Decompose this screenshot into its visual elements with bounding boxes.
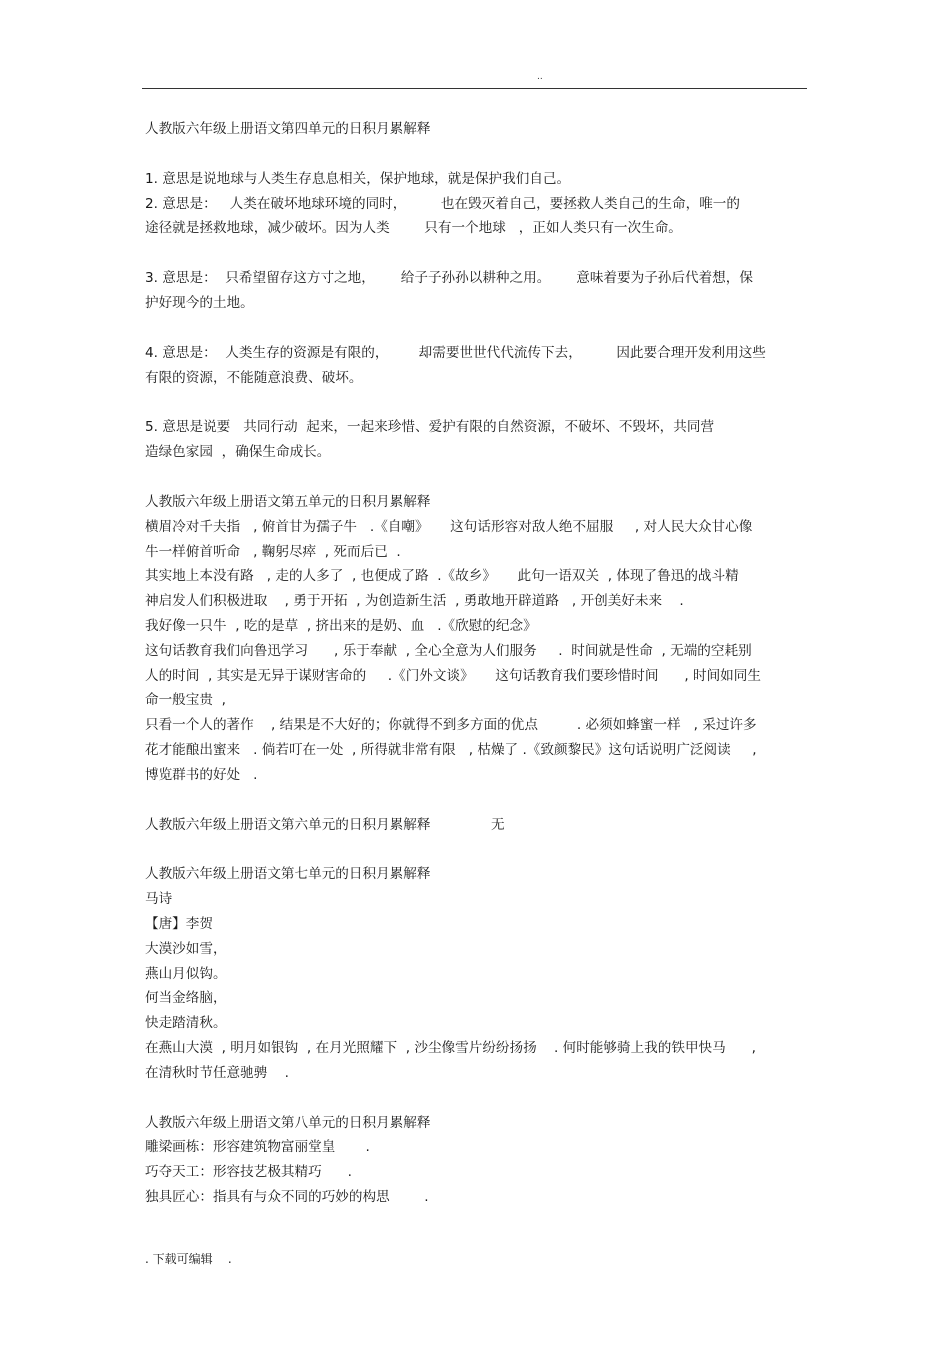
text-section (145, 117, 815, 142)
text-line: 命一般宝贵 , (145, 692, 226, 709)
text-line: 花才能酿出蜜来 . 倘若叮在一处 , 所得就非常有限 , 枯燥了 .《致颜黎民》这句话说明广泛阅读 , (145, 741, 757, 758)
text-section (145, 415, 815, 465)
text-line: 只看一个人的著作 , 结果是不大好的；你就得不到多方面的优点 . 必须如蜂蜜一样 , 采过许多 (145, 717, 757, 734)
text-section (145, 862, 815, 1085)
text-line: 巧夺天工：形容技艺极其精巧 . (145, 1164, 352, 1181)
text-line: 独具匠心：指具有与众不同的巧妙的构思 . (145, 1188, 429, 1205)
text-line: 马诗 (145, 891, 173, 908)
text-line: 何当金络脑， (145, 990, 227, 1007)
text-line: 横眉冷对千夫指 , 俯首甘为孺子牛 .《自嘲》 这句话形容对敌人绝不屈服 , 对人民大众甘心像 (145, 518, 753, 535)
header-rule (142, 88, 807, 89)
text-line: 在燕山大漠 , 明月如银钩 , 在月光照耀下 , 沙尘像雪片纷纷扬扬 . 何时能够骑上我的铁甲快马 , (145, 1039, 756, 1056)
text-section (145, 490, 815, 788)
text-section (145, 813, 815, 838)
footer-mark: . 下载可编辑 . (145, 1252, 232, 1266)
text-line: 人教版六年级上册语文第五单元的日积月累解释 (145, 493, 431, 510)
text-line: 博览群书的好处 . (145, 766, 258, 783)
text-line: 神启发人们积极进取 , 勇于开拓 , 为创造新生活 , 勇敢地开辟道路 , 开创美好未来 . (145, 593, 684, 610)
text-line: 人教版六年级上册语文第八单元的日积月累解释 (145, 1114, 431, 1131)
text-line: 1. 意思是说地球与人类生存息息相关，保护地球，就是保护我们自己。 (145, 170, 571, 187)
text-line: 4. 意思是： 人类生存的资源是有限的， 却需要世世代代流传下去， 因此要合理开发利用这些 (145, 344, 766, 361)
text-line: 燕山月似钩。 (145, 965, 227, 982)
text-section (145, 341, 815, 391)
text-line: 牛一样俯首听命 , 鞠躬尽瘁 , 死而后已 . (145, 543, 401, 560)
text-section (145, 167, 815, 241)
document-body (145, 117, 815, 1235)
text-line: 雕梁画栋：形容建筑物富丽堂皇 . (145, 1139, 370, 1156)
text-line: 途径就是拯救地球，减少破坏。因为人类 只有一个地球 ，正如人类只有一次生命。 (145, 220, 682, 237)
text-line: 在清秋时节任意驰骋 . (145, 1064, 289, 1081)
text-line: 其实地上本没有路 , 走的人多了 , 也便成了路 .《故乡》 此句一语双关 , 体现了鲁迅的战斗精 (145, 568, 739, 585)
text-line: 【唐】李贺 (145, 915, 213, 932)
text-line: 人的时间 , 其实是无异于谋财害命的 .《门外文谈》 这句话教育我们要珍惜时间 , 时间如同生 (145, 667, 761, 684)
text-section (145, 266, 815, 316)
text-line: 我好像一只牛 , 吃的是草 , 挤出来的是奶、血 .《欣慰的纪念》 (145, 617, 537, 634)
text-line: 2. 意思是： 人类在破坏地球环境的同时， 也在毁灭着自己，要拯救人类自己的生命，唯一的 (145, 195, 740, 212)
text-line: 有限的资源，不能随意浪费、破坏。 (145, 369, 363, 386)
text-line: 护好现今的土地。 (145, 294, 254, 311)
text-line: 人教版六年级上册语文第七单元的日积月累解释 (145, 866, 431, 883)
text-line: 5. 意思是说要 共同行动 起来，一起来珍惜、爱护有限的自然资源，不破坏、不毁坏，共同营 (145, 419, 715, 436)
text-line: 快走踏清秋。 (145, 1015, 227, 1032)
text-line: 造绿色家园 ，确保生命成长。 (145, 444, 331, 461)
text-line: 这句话教育我们向鲁迅学习 , 乐于奉献 , 全心全意为人们服务 . 时间就是性命 , 无端的空耗别 (145, 642, 752, 659)
text-line: 3. 意思是： 只希望留存这方寸之地， 给子子孙孙以耕种之用。 意味着要为子孙后代着想，保 (145, 270, 753, 287)
text-line: 人教版六年级上册语文第六单元的日积月累解释 无 (145, 816, 505, 833)
header-mark: .. (537, 72, 543, 82)
text-line: 人教版六年级上册语文第四单元的日积月累解释 (145, 121, 431, 137)
text-line: 大漠沙如雪， (145, 940, 227, 957)
text-section (145, 1111, 815, 1210)
